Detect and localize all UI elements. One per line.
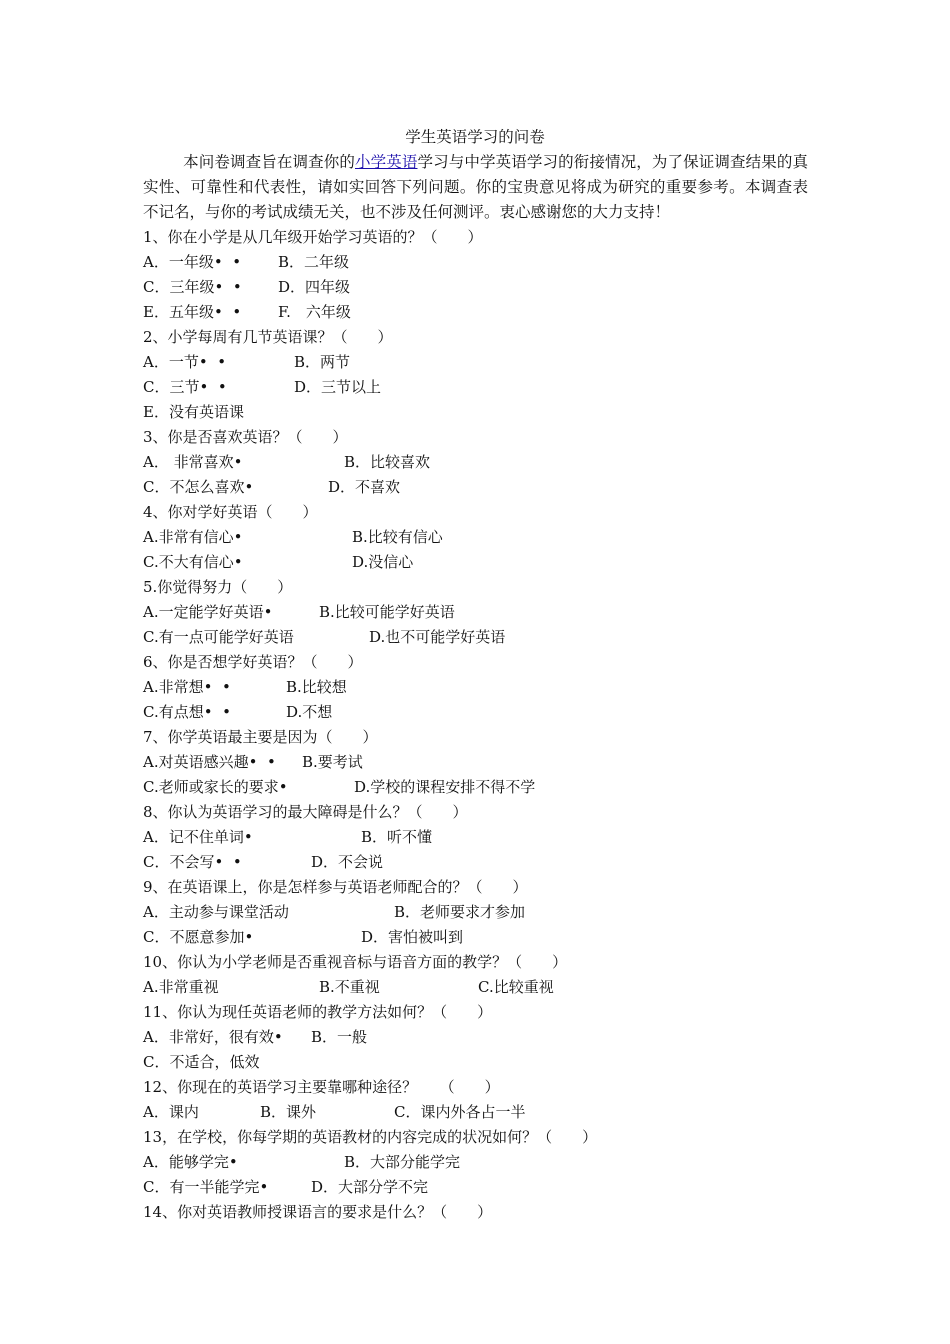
q12-option-c: C．课内外各占一半 (394, 1103, 526, 1121)
q11-option-c: C．不适合，低效 (143, 1053, 260, 1071)
q2-option-c: C．三节• • (143, 378, 227, 396)
q4-option-c: C.不大有信心• (143, 553, 243, 571)
q7-option-d: D.学校的课程安排不得不学 (354, 778, 536, 796)
q3-option-b: B．比较喜欢 (344, 453, 431, 471)
q8-option-b: B．听不懂 (361, 828, 433, 846)
q4-option-b: B.比较有信心 (352, 528, 443, 546)
q3-option-a: A． 非常喜欢• (143, 453, 243, 471)
q1-option-f: F. 六年级 (278, 303, 351, 321)
page-title: 学生英语学习的问卷 (405, 128, 545, 146)
q9-option-a: A．主动参与课堂活动 (143, 903, 289, 921)
q7-option-c: C.老师或家长的要求• (143, 778, 288, 796)
question-3: 3、你是否喜欢英语？（ ） (143, 428, 348, 446)
q5-option-a: A.一定能学好英语• (143, 603, 273, 621)
question-6: 6、你是否想学好英语？（ ） (143, 653, 363, 671)
question-4: 4、你对学好英语（ ） (143, 503, 318, 521)
q6-option-d: D.不想 (286, 703, 333, 721)
primary-english-link[interactable]: 小学英语 (355, 153, 418, 171)
question-5: 5.你觉得努力（ ） (143, 578, 293, 596)
question-10: 10、你认为小学老师是否重视音标与语音方面的教学？（ ） (143, 953, 568, 971)
q8-option-c: C．不会写• • (143, 853, 242, 871)
intro-paragraph (143, 150, 808, 225)
q4-option-a: A.非常有信心• (143, 528, 243, 546)
question-11: 11、你认为现任英语老师的教学方法如何？（ ） (143, 1003, 493, 1021)
q4-option-d: D.没信心 (352, 553, 414, 571)
q13-option-d: D．大部分学不完 (311, 1178, 429, 1196)
q2-option-e: E．没有英语课 (143, 403, 244, 421)
question-2: 2、小学每周有几节英语课？（ ） (143, 328, 393, 346)
q9-option-d: D．害怕被叫到 (361, 928, 464, 946)
q8-option-a: A．记不住单词• (143, 828, 253, 846)
question-1: 1、你在小学是从几年级开始学习英语的？（ ） (143, 228, 483, 246)
q5-option-c: C.有一点可能学好英语 (143, 628, 294, 646)
q7-option-a: A.对英语感兴趣• • (143, 753, 276, 771)
question-9: 9、在英语课上，你是怎样参与英语老师配合的？（ ） (143, 878, 528, 896)
q13-option-c: C．有一半能学完• (143, 1178, 269, 1196)
question-7: 7、你学英语最主要是因为（ ） (143, 728, 378, 746)
q2-option-b: B．两节 (294, 353, 351, 371)
q3-option-c: C．不怎么喜欢• (143, 478, 254, 496)
q10-option-c: C.比较重视 (478, 978, 554, 996)
question-8: 8、你认为英语学习的最大障碍是什么？（ ） (143, 803, 468, 821)
q5-option-b: B.比较可能学好英语 (319, 603, 455, 621)
q2-option-a: A．一节• • (143, 353, 227, 371)
q1-option-a: A．一年级• • (143, 253, 242, 271)
intro-text-after-link: 学习与中学英语学习的衔接情况，为了保证调查结果的真实性、可靠性和代表性，请如实回答下列问题。你的宝贵意见将成为研究的重要参考。本调查表不记名，与你的考试成绩无关，也不涉及任何测评。衷心感谢您的大力支持！ (143, 153, 808, 221)
q1-option-e: E．五年级• • (143, 303, 242, 321)
q10-option-b: B.不重视 (319, 978, 380, 996)
q9-option-b: B．老师要求才参加 (394, 903, 526, 921)
q1-option-b: B．二年级 (278, 253, 350, 271)
q13-option-b: B．大部分能学完 (344, 1153, 461, 1171)
q12-option-a: A．课内 (143, 1103, 199, 1121)
q10-option-a: A.非常重视 (143, 978, 219, 996)
q6-option-c: C.有点想• • (143, 703, 231, 721)
q1-option-d: D．四年级 (278, 278, 351, 296)
q2-option-d: D．三节以上 (294, 378, 382, 396)
q6-option-b: B.比较想 (286, 678, 347, 696)
q1-option-c: C．三年级• • (143, 278, 242, 296)
q6-option-a: A.非常想• • (143, 678, 231, 696)
q8-option-d: D．不会说 (311, 853, 384, 871)
q5-option-d: D.也不可能学好英语 (369, 628, 506, 646)
q11-option-a: A．非常好，很有效• (143, 1028, 283, 1046)
q12-option-b: B．课外 (260, 1103, 317, 1121)
question-12: 12、你现在的英语学习主要靠哪种途径？ （ ） (143, 1078, 500, 1096)
question-14: 14、你对英语教师授课语言的要求是什么？（ ） (143, 1203, 493, 1221)
q13-option-a: A．能够学完• (143, 1153, 238, 1171)
question-13: 13，在学校，你每学期的英语教材的内容完成的状况如何？（ ） (143, 1128, 598, 1146)
q11-option-b: B．一般 (311, 1028, 368, 1046)
q9-option-c: C．不愿意参加• (143, 928, 254, 946)
q7-option-b: B.要考试 (302, 753, 363, 771)
q3-option-d: D．不喜欢 (328, 478, 401, 496)
intro-text-before-link: 本问卷调查旨在调查你的 (183, 153, 355, 171)
